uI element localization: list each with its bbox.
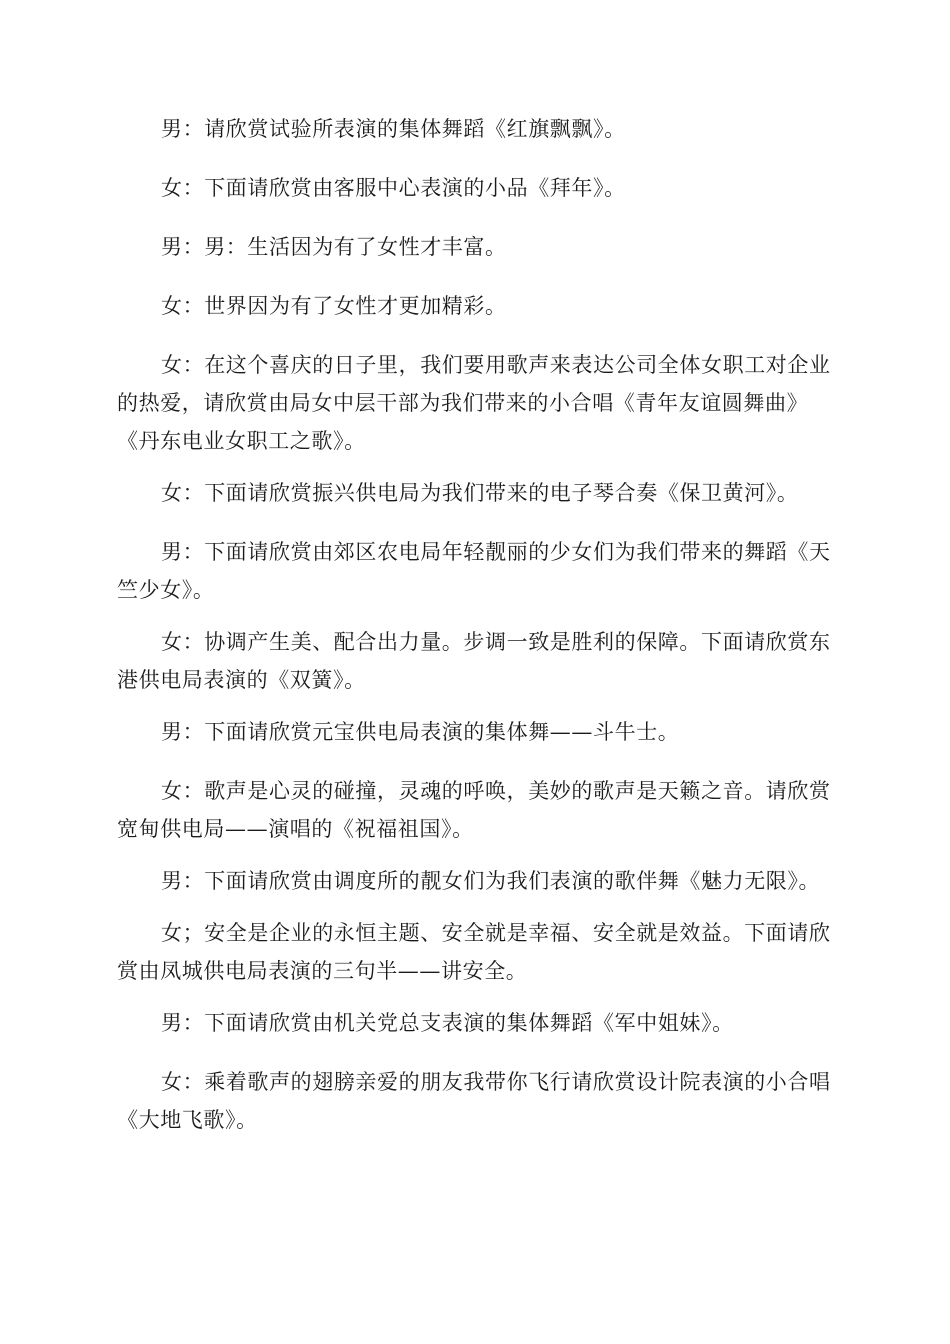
paragraph: 女：歌声是心灵的碰撞，灵魂的呼唤，美妙的歌声是天籁之音。请欣赏宽甸供电局——演唱的《祝福祖国》。: [117, 779, 831, 841]
paragraph: 男：下面请欣赏由机关党总支表演的集体舞蹈《军中姐妹》。: [161, 1011, 734, 1035]
paragraph: 男：请欣赏试验所表演的集体舞蹈《红旗飘飘》。: [161, 117, 626, 141]
document-body: [117, 110, 832, 1153]
paragraph: 女：下面请欣赏由客服中心表演的小品《拜年》。: [161, 176, 626, 200]
paragraph: 女：下面请欣赏振兴供电局为我们带来的电子琴合奏《保卫黄河》。: [161, 481, 799, 505]
paragraph: 女：乘着歌声的翅膀亲爱的朋友我带你飞行请欣赏设计院表演的小合唱《大地飞歌》。: [117, 1070, 831, 1132]
paragraph: 男：下面请欣赏由调度所的靓女们为我们表演的歌伴舞《魅力无限》。: [161, 869, 821, 893]
paragraph: 女；安全是企业的永恒主题、安全就是幸福、安全就是效益。下面请欣赏由凤城供电局表演的三句半——讲安全。: [117, 921, 831, 983]
paragraph: 男：下面请欣赏元宝供电局表演的集体舞——斗牛士。: [161, 720, 680, 744]
paragraph: 男：男：生活因为有了女性才丰富。: [161, 235, 507, 259]
paragraph: 女：世界因为有了女性才更加精彩。: [161, 294, 507, 318]
paragraph: 女：在这个喜庆的日子里，我们要用歌声来表达公司全体女职工对企业的热爱，请欣赏由局女中层干部为我们带来的小合唱《青年友谊圆舞曲》《丹东电业女职工之歌》。: [117, 353, 831, 453]
paragraph: 男：下面请欣赏由郊区农电局年轻靓丽的少女们为我们带来的舞蹈《天竺少女》。: [117, 540, 831, 602]
paragraph: 女：协调产生美、配合出力量。步调一致是胜利的保障。下面请欣赏东港供电局表演的《双簧》。: [117, 630, 831, 692]
